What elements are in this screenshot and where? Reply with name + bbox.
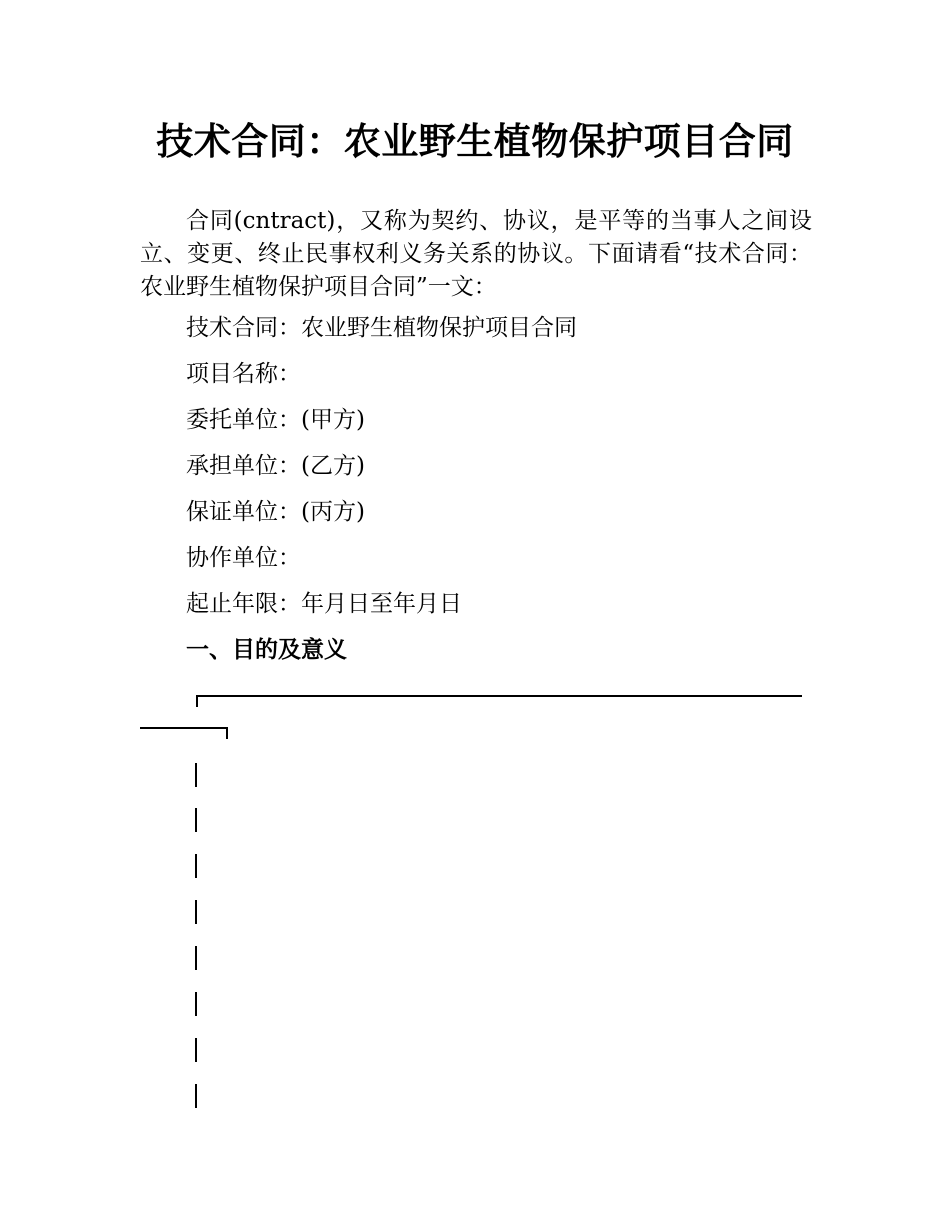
table-frame-top-border [196,695,802,697]
table-frame-left-border [195,1038,197,1062]
field-client-party-a: 委托单位：(甲方) [186,407,365,433]
table-frame-left-border [195,808,197,832]
field-contractor-party-b: 承担单位：(乙方) [186,453,365,479]
table-frame-left-border [195,1084,197,1108]
table-frame-left-border [195,763,197,787]
field-cooperating-unit: 协作单位： [186,545,301,571]
field-contract-name: 技术合同：农业野生植物保护项目合同 [186,315,577,341]
field-guarantor-party-c: 保证单位：(丙方) [186,499,365,525]
table-frame-top-right-corner [226,727,228,739]
table-frame-top-left-corner [196,695,198,707]
table-frame-left-border [195,946,197,970]
intro-paragraph: 合同(cntract)，又称为契约、协议，是平等的当事人之间设立、变更、终止民事权利义务关系的协议。下面请看“技术合同：农业野生植物保护项目合同”一文： [140,208,812,300]
section-heading-purpose: 一、目的及意义 [186,637,347,663]
table-frame-top-border-wrap [140,727,228,729]
field-project-name: 项目名称： [186,361,301,387]
table-frame-left-border [195,900,197,924]
field-period: 起止年限：年月日至年月日 [186,591,462,617]
document-title: 技术合同：农业野生植物保护项目合同 [156,120,794,163]
table-frame-left-border [195,854,197,878]
table-frame-left-border [195,992,197,1016]
